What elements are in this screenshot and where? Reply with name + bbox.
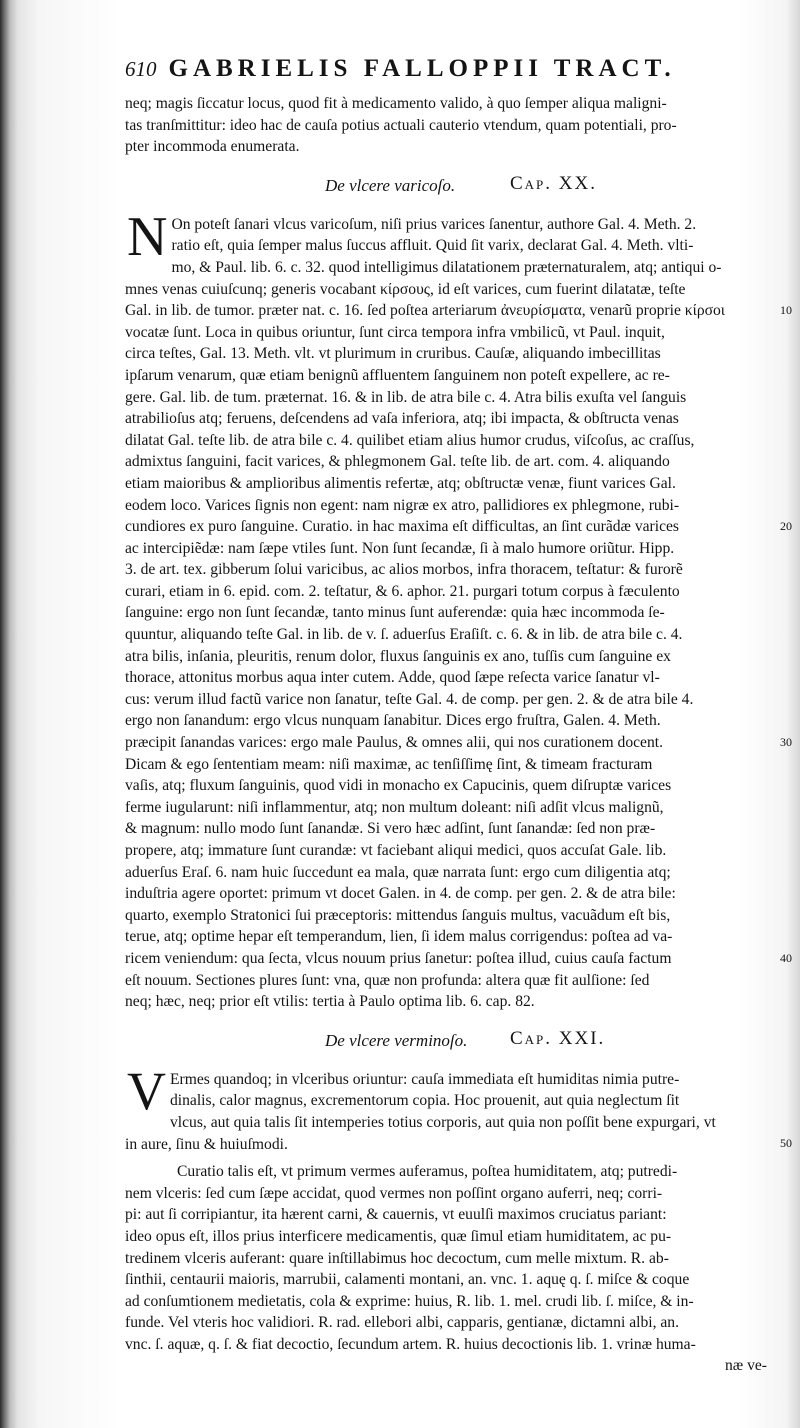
text-line: quarto, exemplo Stratonici ſui præceptoris: mittendus ſanguis multus, vacuãdum eſt bis, [125, 906, 671, 924]
text-line: admixtus ſanguini, facit varices, & phlegmonem Gal. teſte lib. de art. com. 4. aliquando [125, 453, 670, 471]
chapter-20-body [125, 205, 792, 1013]
text-line: dinalis, calor magnus, excrementorum copia. Hoc prouenit, aut quia neglectum ſit [170, 1092, 680, 1110]
running-head [125, 55, 767, 93]
text-line: Ermes quandoq; in vlceribus oriuntur: cauſa immediata eſt humiditas nimia putre- [170, 1070, 680, 1088]
text-line: etiam maioribus & amplioribus alimentis refertæ, atq; obſtructæ venæ, fiunt varices Gal. [125, 474, 676, 492]
text-line: Curatio talis eſt, vt primum vermes auferamus, poſtea humiditatem, atq; putredi- [177, 1163, 678, 1181]
text-line: curari, etiam in 6. epid. com. 2. teſtatur, & 6. aphor. 21. purgari totum corpus à fæculento [125, 582, 680, 600]
text-line: in aure, ſinu & huiuſmodi. [125, 1135, 288, 1153]
text-line: cundiores ex puro ſanguine. Curatio. in hac maxima eſt difficultas, an ſint curãdæ varices [125, 518, 679, 536]
text-line: ad conſumtionem medietatis, cola & exprime: huius, R. lib. 1. mel. crudi lib. ſ. miſce, & in- [125, 1292, 694, 1310]
text-line: thorace, attonitus morbus aqua inter cutem. Adde, quod ſæpe reſecta varice ſanatur vl- [125, 669, 660, 687]
chapter-21-body [125, 1060, 792, 1155]
text-line: vnc. ſ. aquæ, q. ſ. & fiat decoctio, ſecundum artem. R. huius decoctionis lib. 1. vrinæ huma- [125, 1335, 696, 1353]
text-line: propere, atq; immature ſunt curandæ: vt faciebant aliqui medici, quos accuſat Gale. lib. [125, 842, 667, 859]
text-line: atrabilioſus atq; feruens, deſcendens ad vaſa inferiora, atq; ibi impacta, & obſtructa venas [125, 410, 679, 428]
chapter-title: De vlcere verminoſo. [325, 1030, 468, 1050]
text-line: præcipit ſanandas varices: ergo male Paulus, & omnes alii, qui nos curationem docent. [125, 734, 663, 752]
text-line: ratio eſt, quia ſemper malus ſuccus affluit. Quid ſit varix, declarat Gal. 4. Meth. vlti- [171, 237, 694, 255]
intro-paragraph [125, 93, 767, 158]
book-page [125, 55, 792, 1377]
chapter-number: Cap. XXI. [510, 1027, 606, 1049]
text-line: & magnum: nullo modo ſunt ſanandæ. Si vero hæc adſint, ſunt ſanandæ: ſed non præ- [125, 820, 656, 838]
margin-line-number: 40 [780, 950, 792, 965]
text-line: eſt nouum. Sectiones plures ſunt: vna, quæ non profunda: altera quæ fit aulſione: ſed [125, 971, 650, 989]
text-line: atra bilis, inſania, pleuritis, renum dolor, fluxus ſanguinis ex ano, tuſſis cum ſanguine ex [125, 647, 671, 665]
text-line: On poteſt ſanari vlcus varicoſum, niſi prius varices ſanentur, authore Gal. 4. Meth. 2. [171, 215, 697, 233]
text-line: nem vlceris: ſed cum ſæpe accidat, quod vermes non poſſint organo auferri, neq; corri- [125, 1184, 663, 1202]
margin-line-number: 50 [780, 1135, 792, 1150]
chapter-number: Cap. XX. [510, 172, 597, 194]
text-line: vaſis, atq; fluxum ſanguinis, quod vidi in monacho ex Capucinis, quem diſruptæ varices [125, 777, 672, 795]
text-line: dilatat Gal. teſte lib. de atra bile c. 4. quilibet etiam alius humor crudus, viſcoſus, ac craſſus, [125, 431, 695, 449]
chapter-21-paragraph-2 [125, 1161, 767, 1377]
text-line: ergo non ſanandum: ergo vlcus nunquam ſanabitur. Dices ergo fruſtra, Galen. 4. Meth. [125, 712, 661, 730]
drop-cap: V [127, 1060, 166, 1121]
text-line: gere. Gal. lib. de tum. præternat. 16. & in lib. de atra bile c. 4. Atra bilis exuſta vel ſanguis [125, 388, 687, 406]
text-line: terue, atq; optime hepar eſt temperandum, lien, ſi idem malus corrigendus: poſtea ad va- [125, 928, 673, 946]
running-title: GABRIELIS FALLOPPII TRACT. [168, 55, 676, 82]
text-line: Dicam & ego ſententiam meam: niſi maximæ, ac tenſiſſimę ſint, & timeam fracturam [125, 755, 653, 773]
text-line: ideo opus eſt, illos prius interficere medicamentis, quæ ſimul etiam humiditatem, ac pu- [125, 1227, 672, 1245]
text-line: quuntur, aliquando teſte Gal. in lib. de v. ſ. aduerſus Eraſiſt. c. 6. & in lib. de atra bile c. 4. [125, 626, 683, 644]
text-line: ferme iugularunt: niſi inflammentur, atq; non multum doleant: niſi adſit vlcus malignũ, [125, 798, 664, 816]
text-line: ſanguine: ergo non ſunt ſecandæ, tanto minus ſunt auferendæ: quia hæc incommoda ſe- [125, 604, 665, 622]
text-line: induſtria agere oportet: primum vt docet Galen. in 4. de comp. per gen. 2. & de atra bile: [125, 885, 676, 903]
text-line: aduerſus Eraſ. 6. nam huic ſuccedunt ea mala, quæ narrata ſunt: ergo cum diligentia atq; [125, 863, 671, 881]
text-line: vocatæ ſunt. Loca in quibus oriuntur, ſunt circa tempora infra vmbilicũ, vt Paul. inquit, [125, 323, 665, 341]
text-line: tredinem vlceris auferant: quare inſtillabimus hoc decoctum, cum melle mixtum. R. ab- [125, 1249, 669, 1267]
margin-line-number: 20 [780, 518, 792, 533]
text-line: cus: verum illud factũ varice non ſanatur, teſte Gal. 4. de comp. per gen. 2. & de atra bile 4. [125, 690, 694, 708]
page-number: 610 [125, 57, 157, 81]
text-line: vlcus, aut quia talis ſit intemperies totius corporis, aut quia non poſſit bene expurgari, vt [170, 1113, 716, 1131]
chapter-21-heading [125, 1023, 767, 1063]
text-line: circa teſtes, Gal. 13. Meth. vlt. vt plurimum in cruribus. Cauſæ, aliquando imbecillitas [125, 345, 661, 363]
text-line: 3. de art. tex. gibberum ſolui varicibus, ac alios morbos, infra thoracem, teſtatur: & furorẽ [125, 561, 683, 579]
chapter-title: De vlcere varicoſo. [325, 175, 456, 195]
text-line: funde. Vel vteris hoc validiori. R. rad. ellebori albi, capparis, gentianæ, dictamni albi, an. [125, 1314, 680, 1332]
text-line: eodem loco. Varices ſignis non egent: nam nigræ ex atro, pallidiores ex phlegmone, rubi- [125, 496, 680, 514]
text-line: ricem veniendum: qua ſecta, vlcus nouum prius ſanetur: poſtea illud, cuius cauſa factum [125, 949, 672, 967]
text-line: neq; magis ſiccatur locus, quod fit à medicamento valido, à quo ſemper aliqua maligni- [125, 95, 667, 112]
text-line: ac intercipiẽdæ: nam ſæpe vtiles ſunt. Non ſunt ſecandæ, ſi à malo humore oriũtur. Hipp. [125, 539, 675, 557]
text-line: mo, & Paul. lib. 6. c. 32. quod intelligimus dilatationem præternaturalem, atq; antiqui o- [171, 258, 722, 276]
text-line: neq; hæc, neq; prior eſt vtilis: tertia à Paulo optima lib. 6. cap. 82. [125, 993, 535, 1011]
drop-cap: N [127, 205, 168, 268]
text-line: pi: aut ſi corripiantur, ita hærent carni, & cauernis, vt euulſi maximos cruciatus pariant: [125, 1206, 667, 1224]
catchword: næ ve- [724, 1357, 767, 1375]
margin-line-number: 10 [780, 302, 792, 317]
text-line: pter incommoda enumerata. [125, 138, 300, 156]
text-line: Gal. in lib. de tumor. præter nat. c. 16. ſed poſtea arteriarum ἀνευρίσματα, venarũ proprie κίρσοι [125, 302, 725, 320]
chapter-20-heading [125, 168, 767, 208]
text-line: ipſarum venarum, quæ etiam benignũ affluentem ſanguinem non poteſt expellere, ac re- [125, 366, 670, 384]
text-line: ſinthii, centaurii maioris, marrubii, calamenti montani, an. vnc. 1. aquę q. ſ. miſce & coque [125, 1271, 690, 1289]
margin-line-number: 30 [780, 734, 792, 749]
text-line: mnes venas cuiuſcunq; generis vocabant κίρσους, id eſt varices, cum fuerint dilatatæ, teſte [125, 280, 686, 298]
text-line: tas tranſmittitur: ideo hac de cauſa potius actuali cauterio vtendum, quam potentiali, pro- [125, 116, 677, 134]
book-gutter-shadow [0, 0, 120, 1428]
